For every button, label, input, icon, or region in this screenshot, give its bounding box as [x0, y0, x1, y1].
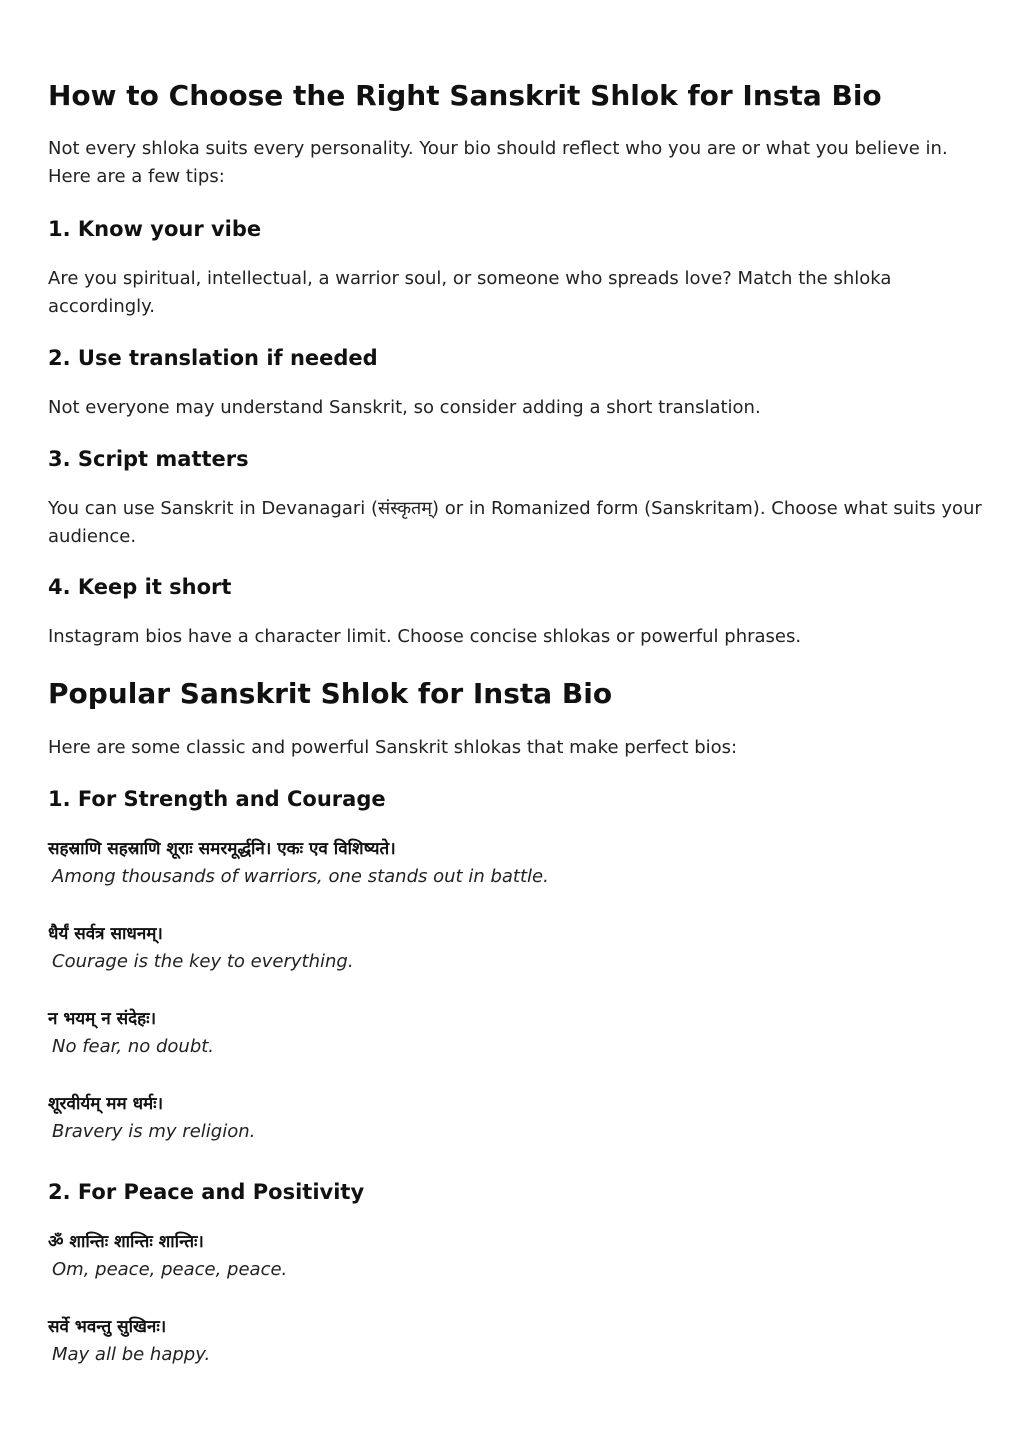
- shlok-translation: No fear, no doubt.: [52, 1036, 215, 1057]
- shlok-sanskrit: धैर्यं सर्वत्र साधनम्।: [48, 924, 163, 944]
- shlok-item: [48, 1229, 988, 1285]
- shlok-sanskrit: ॐ शान्तिः शान्तिः शान्तिः।: [48, 1232, 204, 1252]
- shlok-item: [48, 921, 988, 977]
- shlok-sanskrit: शूरवीर्यम् मम धर्मः।: [48, 1094, 164, 1114]
- shlok-item: [48, 836, 988, 892]
- section-intro-choose: Not every shloka suits every personality. Your bio should reflect who you are or what you believe in. Here are a few tips:: [48, 138, 948, 187]
- shlok-sanskrit: सहस्राणि सहस्राणि शूराः समरमूर्द्धनि। एकः एव विशिष्यते।: [48, 839, 396, 859]
- shlok-translation: Courage is the key to everything.: [52, 951, 354, 972]
- shlok-translation: Among thousands of warriors, one stands out in battle.: [52, 866, 549, 887]
- tip-heading-1: 1. Know your vibe: [48, 217, 262, 241]
- tip-text-3: You can use Sanskrit in Devanagari (संस्कृतम्) or in Romanized form (Sanskritam). Choose what suits your audience.: [48, 498, 982, 547]
- shlok-item: [48, 1006, 988, 1062]
- shlok-item: [48, 1091, 988, 1147]
- section-title-choose: How to Choose the Right Sanskrit Shlok for Insta Bio: [48, 79, 882, 112]
- tip-heading-2: 2. Use translation if needed: [48, 346, 378, 370]
- shlok-translation: May all be happy.: [52, 1344, 211, 1365]
- section-intro-popular: Here are some classic and powerful Sanskrit shlokas that make perfect bios:: [48, 737, 738, 758]
- shlok-item: [48, 1314, 988, 1370]
- tip-text-1: Are you spiritual, intellectual, a warrior soul, or someone who spreads love? Match the shloka accordingly.: [48, 268, 892, 317]
- section-title-popular: Popular Sanskrit Shlok for Insta Bio: [48, 677, 613, 710]
- tip-heading-3: 3. Script matters: [48, 447, 249, 471]
- shlok-translation: Om, peace, peace, peace.: [52, 1259, 288, 1280]
- shlok-sanskrit: सर्वे भवन्तु सुखिनः।: [48, 1317, 167, 1337]
- tip-heading-4: 4. Keep it short: [48, 575, 232, 599]
- shlok-sanskrit: न भयम् न संदेहः।: [48, 1009, 157, 1029]
- shlok-translation: Bravery is my religion.: [52, 1121, 256, 1142]
- category-heading-peace: 2. For Peace and Positivity: [48, 1180, 365, 1204]
- tip-text-2: Not everyone may understand Sanskrit, so consider adding a short translation.: [48, 397, 761, 418]
- category-heading-strength: 1. For Strength and Courage: [48, 787, 386, 811]
- tip-text-4: Instagram bios have a character limit. Choose concise shlokas or powerful phrases.: [48, 626, 802, 647]
